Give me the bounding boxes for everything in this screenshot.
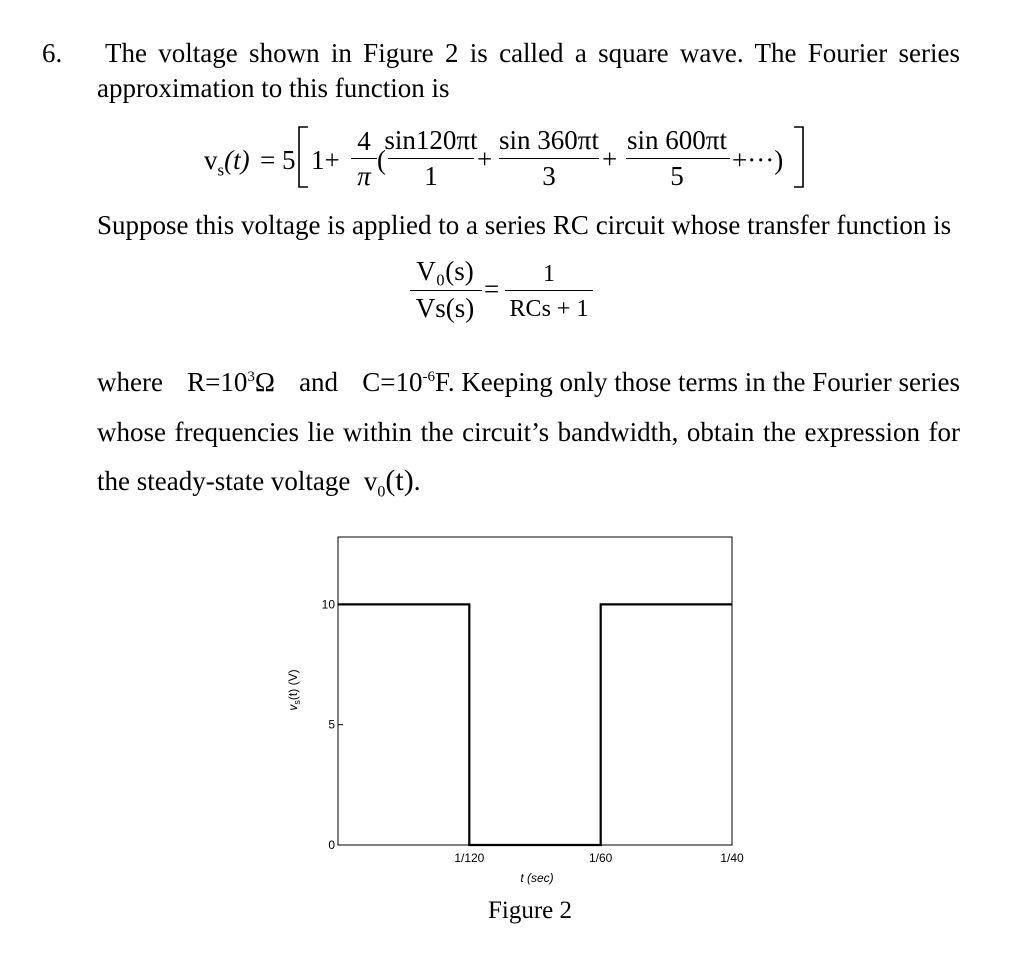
sentence-transfer-function: Suppose this voltage is applied to a series RC circuit whose transfer function is — [97, 210, 952, 240]
x-axis-label: t (sec) — [520, 871, 554, 885]
eq2-equals: = — [484, 274, 500, 304]
y-tick-label: 10 — [321, 597, 335, 612]
line5-text: the steady-state voltage — [97, 466, 351, 496]
eq1-plus-1: + — [477, 144, 493, 174]
eq1-lhs-arg: (t) — [224, 145, 250, 175]
x-tick-label: 1/40 — [720, 851, 744, 865]
eq1-open-paren: ( — [377, 145, 386, 175]
line3-rest: . Keeping only those terms in the Fourier series — [447, 367, 960, 397]
eq1-coef-num: 4 — [357, 126, 371, 156]
y-axis-label-rest: (t) (V) — [286, 669, 300, 701]
resistance-exponent: 3 — [247, 369, 255, 385]
x-tick-label: 1/60 — [588, 851, 613, 865]
y-tick-label: 0 — [328, 838, 335, 852]
x-tick-label: 1/120 — [454, 851, 485, 865]
y-tick-label: 5 — [328, 717, 335, 732]
capacitance-exponent: -6 — [422, 369, 435, 385]
problem-number: 6. — [42, 38, 63, 68]
resistance-unit: Ω — [254, 367, 275, 397]
eq1-term3-num: sin 600πt — [627, 125, 727, 155]
resistance-base: R=10 — [187, 367, 248, 397]
intro-line-2: approximation to this function is — [97, 73, 450, 103]
eq2-rhs-num: 1 — [543, 261, 555, 287]
eq2-den: Vs(s) — [415, 293, 475, 323]
eq1-term3-den: 5 — [670, 161, 684, 191]
eq1-term2-num: sin 360πt — [499, 125, 599, 155]
eq1-lhs-sub: s — [217, 160, 225, 180]
y-axis-label-main: v — [286, 704, 300, 711]
eq1-lhs-v: v — [204, 145, 218, 175]
eq1-plus-2: + — [602, 144, 618, 174]
eq1-coef-den: π — [357, 161, 371, 191]
line-bandwidth: whose frequencies lie within the circuit’s bandwidth, obtain the expression for — [97, 417, 960, 447]
eq2-num: V₀(s) — [416, 256, 474, 286]
y-axis-label-sub: s — [292, 700, 302, 705]
eq1-tail: +···) — [732, 145, 784, 175]
figure-caption: Figure 2 — [487, 897, 573, 924]
eq1-term1-num: sin120πt — [384, 125, 478, 155]
line5-end: . — [413, 466, 421, 496]
eq1-term1-den: 1 — [424, 161, 438, 191]
word-and: and — [299, 367, 339, 397]
line5-arg: (t) — [385, 464, 414, 497]
eq2-rhs-den: RCs + 1 — [509, 296, 589, 322]
line5-v: v — [363, 466, 378, 496]
axis-ticks — [322, 597, 744, 865]
capacitance-unit: F — [434, 367, 448, 397]
intro-line-1: The voltage shown in Figure 2 is called a square wave. The Fourier series — [105, 38, 960, 68]
eq1-equals-five: = 5 — [260, 145, 296, 175]
series-square-wave — [338, 604, 732, 845]
capacitance-base: C=10 — [362, 367, 423, 397]
y-axis-label — [286, 669, 302, 710]
plot-frame — [338, 537, 732, 845]
eq1-one-plus: 1+ — [311, 145, 340, 175]
eq1-term2-den: 3 — [542, 161, 556, 191]
line5-sub: 0 — [377, 483, 386, 501]
word-where: where — [97, 367, 163, 397]
